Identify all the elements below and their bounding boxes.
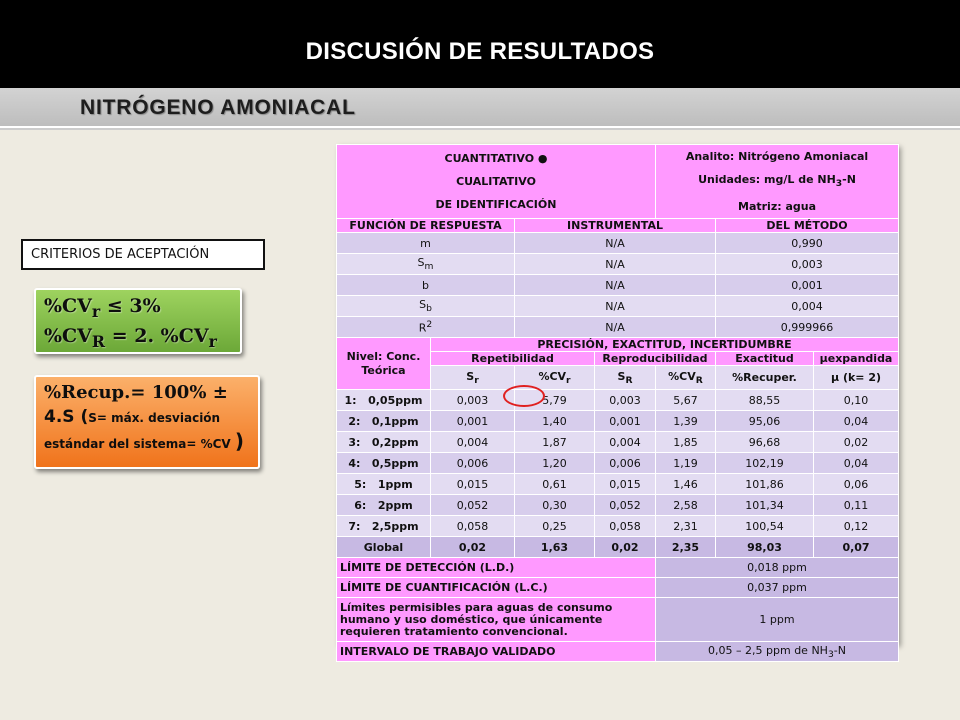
data-cell: 0,61 <box>515 474 595 495</box>
nivel-header: Nivel: Conc. Teórica <box>337 338 431 390</box>
global-value: 1,63 <box>515 537 595 558</box>
func-inst: N/A <box>515 296 716 317</box>
type-identificacion: DE IDENTIFICACIÓN <box>435 198 557 212</box>
subtitle-bar <box>0 88 960 128</box>
nivel-index: 2: <box>348 414 361 428</box>
data-cell: 0,003 <box>595 390 656 411</box>
func-col-header: INSTRUMENTAL <box>515 219 716 233</box>
cv-sub: r <box>208 331 217 351</box>
interval-tail: -N <box>833 643 846 657</box>
slide-title: DISCUSIÓN DE RESULTADOS <box>305 38 655 65</box>
sub-header-text: μ (k= 2) <box>831 371 882 385</box>
data-row <box>337 474 899 495</box>
interval-sub: 3 <box>827 648 834 660</box>
func-param <box>337 233 515 254</box>
cv-sub: R <box>91 331 106 351</box>
nivel-index: 1: <box>344 393 357 407</box>
nivel-cell <box>337 453 431 474</box>
func-metodo: 0,990 <box>716 233 899 254</box>
global-value: 98,03 <box>716 537 814 558</box>
data-cell: 0,04 <box>814 453 899 474</box>
nivel-cell <box>337 474 431 495</box>
nivel-cell <box>337 495 431 516</box>
cv-sub: r <box>91 301 101 321</box>
results-table <box>336 144 899 662</box>
nivel-cell <box>337 432 431 453</box>
data-cell: 0,12 <box>814 516 899 537</box>
cv-label: %CV <box>44 295 92 317</box>
func-inst: N/A <box>515 317 716 338</box>
sub-header-sub: r <box>566 374 571 386</box>
nivel-conc: 2,5ppm <box>371 519 419 533</box>
analysis-type-cell <box>337 145 656 219</box>
data-cell: 1,19 <box>656 453 716 474</box>
title-bar <box>0 0 960 89</box>
data-cell: 1,46 <box>656 474 716 495</box>
data-row <box>337 411 899 432</box>
limit-row <box>337 598 899 642</box>
limit-label: LÍMITE DE DETECCIÓN (L.D.) <box>337 558 656 578</box>
cv-criteria-box <box>34 288 242 354</box>
nivel-conc: 0,5ppm <box>371 456 419 470</box>
limit-label: Límites permisibles para aguas de consumo humano y uso doméstico, que únicamente requieren tratamiento convencional. <box>337 598 656 642</box>
param-text: S <box>419 298 427 312</box>
global-value: 0,02 <box>595 537 656 558</box>
data-cell: 5,79 <box>515 390 595 411</box>
data-cell: 96,68 <box>716 432 814 453</box>
sub-header-text: S <box>466 369 475 383</box>
unidades-sub: 3 <box>835 178 843 190</box>
nivel-cell <box>337 390 431 411</box>
data-cell: 0,04 <box>814 411 899 432</box>
analito-label: Analito: Nitrógeno Amoniacal <box>685 150 869 163</box>
data-row <box>337 453 899 474</box>
slide-subtitle: NITRÓGENO AMONIACAL <box>80 96 356 119</box>
data-cell: 0,02 <box>814 432 899 453</box>
recovery-note: estándar del sistema= %CV <box>44 437 231 451</box>
data-cell: 0,006 <box>595 453 656 474</box>
param-text: S <box>417 256 425 270</box>
data-cell: 1,39 <box>656 411 716 432</box>
sub-header <box>716 366 814 390</box>
limit-label: LÍMITE DE CUANTIFICACIÓN (L.C.) <box>337 578 656 598</box>
func-row <box>337 233 899 254</box>
recovery-line-1: %Recup.= 100% ± <box>44 382 228 403</box>
data-row <box>337 390 899 411</box>
data-cell: 0,052 <box>431 495 515 516</box>
func-metodo: 0,004 <box>716 296 899 317</box>
sub-header-sub: R <box>625 374 633 386</box>
data-cell: 101,34 <box>716 495 814 516</box>
cv-label: %CV <box>44 324 92 347</box>
recovery-criteria-box <box>34 375 260 469</box>
global-label: Global <box>337 537 431 558</box>
data-cell: 0,004 <box>595 432 656 453</box>
nivel-index: 6: <box>354 498 367 512</box>
data-cell: 2,58 <box>656 495 716 516</box>
nivel-conc: 0,1ppm <box>371 414 419 428</box>
global-row <box>337 537 899 558</box>
data-cell: 5,67 <box>656 390 716 411</box>
global-value: 2,35 <box>656 537 716 558</box>
data-cell: 2,31 <box>656 516 716 537</box>
data-cell: 1,87 <box>515 432 595 453</box>
func-metodo: 0,999966 <box>716 317 899 338</box>
func-row <box>337 254 899 275</box>
global-value: 0,07 <box>814 537 899 558</box>
func-inst: N/A <box>515 275 716 296</box>
criterios-label: CRITERIOS DE ACEPTACIÓN <box>21 239 265 270</box>
data-cell: 102,19 <box>716 453 814 474</box>
data-row <box>337 432 899 453</box>
param-text: R <box>418 322 427 336</box>
func-metodo: 0,003 <box>716 254 899 275</box>
sub-header-text: %Recuper. <box>732 371 797 385</box>
unidades-tail: -N <box>842 173 856 186</box>
limit-row <box>337 578 899 598</box>
data-cell: 0,25 <box>515 516 595 537</box>
nivel-index: 3: <box>348 435 361 449</box>
sub-header-sub: r <box>474 374 479 386</box>
nivel-cell <box>337 516 431 537</box>
data-cell: 0,06 <box>814 474 899 495</box>
func-row <box>337 275 899 296</box>
table-header-info <box>337 145 899 219</box>
limit-row <box>337 558 899 578</box>
nivel-index: 5: <box>354 477 367 491</box>
group-header: Reproducibilidad <box>595 352 716 366</box>
data-cell: 0,001 <box>595 411 656 432</box>
func-param <box>337 317 515 338</box>
param-sub: m <box>424 261 434 273</box>
data-cell: 0,11 <box>814 495 899 516</box>
data-cell: 0,30 <box>515 495 595 516</box>
recovery-paren: ) <box>234 429 245 453</box>
param-sub: b <box>426 303 432 315</box>
data-cell: 1,40 <box>515 411 595 432</box>
interval-text: 0,05 – 2,5 ppm de NH <box>708 643 828 657</box>
func-col-header: DEL MÉTODO <box>716 219 899 233</box>
sub-header <box>431 366 515 390</box>
data-cell: 0,004 <box>431 432 515 453</box>
cv-limit: ≤ 3% <box>100 295 161 317</box>
data-cell: 95,06 <box>716 411 814 432</box>
func-param <box>337 296 515 317</box>
recovery-line-3 <box>44 430 258 455</box>
group-header: Exactitud <box>716 352 814 366</box>
global-value: 0,02 <box>431 537 515 558</box>
precision-header-row <box>337 338 899 352</box>
group-header: Repetibilidad <box>431 352 595 366</box>
func-col-header: FUNCIÓN DE RESPUESTA <box>337 219 515 233</box>
data-cell: 0,10 <box>814 390 899 411</box>
func-row <box>337 296 899 317</box>
group-header: μexpandida <box>814 352 899 366</box>
data-row <box>337 516 899 537</box>
recovery-line-2 <box>44 405 258 430</box>
cv-limit: = 2. %CV <box>105 324 209 347</box>
func-inst: N/A <box>515 254 716 275</box>
precision-header: PRECISIÓN, EXACTITUD, INCERTIDUMBRE <box>431 338 899 352</box>
recovery-note: S= máx. desviación <box>88 411 221 425</box>
sub-header <box>515 366 595 390</box>
data-row <box>337 495 899 516</box>
data-cell: 100,54 <box>716 516 814 537</box>
nivel-conc: 2ppm <box>377 498 413 512</box>
func-metodo: 0,001 <box>716 275 899 296</box>
nivel-conc: 0,05ppm <box>368 393 423 407</box>
cv-criterion-2 <box>44 324 240 354</box>
cv-criterion-1 <box>44 294 240 324</box>
sub-header-sub: R <box>695 374 703 386</box>
param-text: m <box>420 236 431 250</box>
data-cell: 1,85 <box>656 432 716 453</box>
sub-header <box>595 366 656 390</box>
sub-header <box>656 366 716 390</box>
data-cell: 0,003 <box>431 390 515 411</box>
limit-label: INTERVALO DE TRABAJO VALIDADO <box>337 642 656 662</box>
func-header-row <box>337 219 899 233</box>
unidades-label <box>659 168 895 195</box>
limit-row <box>337 642 899 662</box>
param-text: b <box>422 278 429 292</box>
analyte-info-cell <box>656 145 899 219</box>
recovery-formula: 4.S ( <box>44 407 89 427</box>
type-cuantitativo: CUANTITATIVO ● <box>444 152 548 166</box>
sub-header-text: S <box>617 369 626 383</box>
func-row <box>337 317 899 338</box>
data-cell: 0,058 <box>595 516 656 537</box>
results-table-panel <box>336 144 898 660</box>
data-cell: 0,015 <box>595 474 656 495</box>
data-cell: 1,20 <box>515 453 595 474</box>
limit-value: 0,018 ppm <box>656 558 899 578</box>
func-inst: N/A <box>515 233 716 254</box>
sub-header-text: %CV <box>538 369 567 383</box>
data-cell: 88,55 <box>716 390 814 411</box>
nivel-index: 7: <box>348 519 361 533</box>
limit-value <box>656 642 899 662</box>
matriz-label: Matriz: agua <box>738 200 817 214</box>
data-cell: 101,86 <box>716 474 814 495</box>
unidades-text: Unidades: mg/L de NH <box>698 173 836 186</box>
type-cualitativo: CUALITATIVO <box>456 175 536 189</box>
data-cell: 0,015 <box>431 474 515 495</box>
data-cell: 0,058 <box>431 516 515 537</box>
func-param <box>337 275 515 296</box>
func-param <box>337 254 515 275</box>
data-cell: 0,001 <box>431 411 515 432</box>
sub-header-text: %CV <box>668 369 696 383</box>
nivel-conc: 0,2ppm <box>371 435 419 449</box>
data-body <box>337 390 899 537</box>
sub-header <box>814 366 899 390</box>
data-cell: 0,006 <box>431 453 515 474</box>
limit-value: 1 ppm <box>656 598 899 642</box>
limit-value: 0,037 ppm <box>656 578 899 598</box>
data-cell: 0,052 <box>595 495 656 516</box>
nivel-index: 4: <box>348 456 361 470</box>
nivel-cell <box>337 411 431 432</box>
param-sup: 2 <box>426 319 433 331</box>
nivel-conc: 1ppm <box>377 477 413 491</box>
